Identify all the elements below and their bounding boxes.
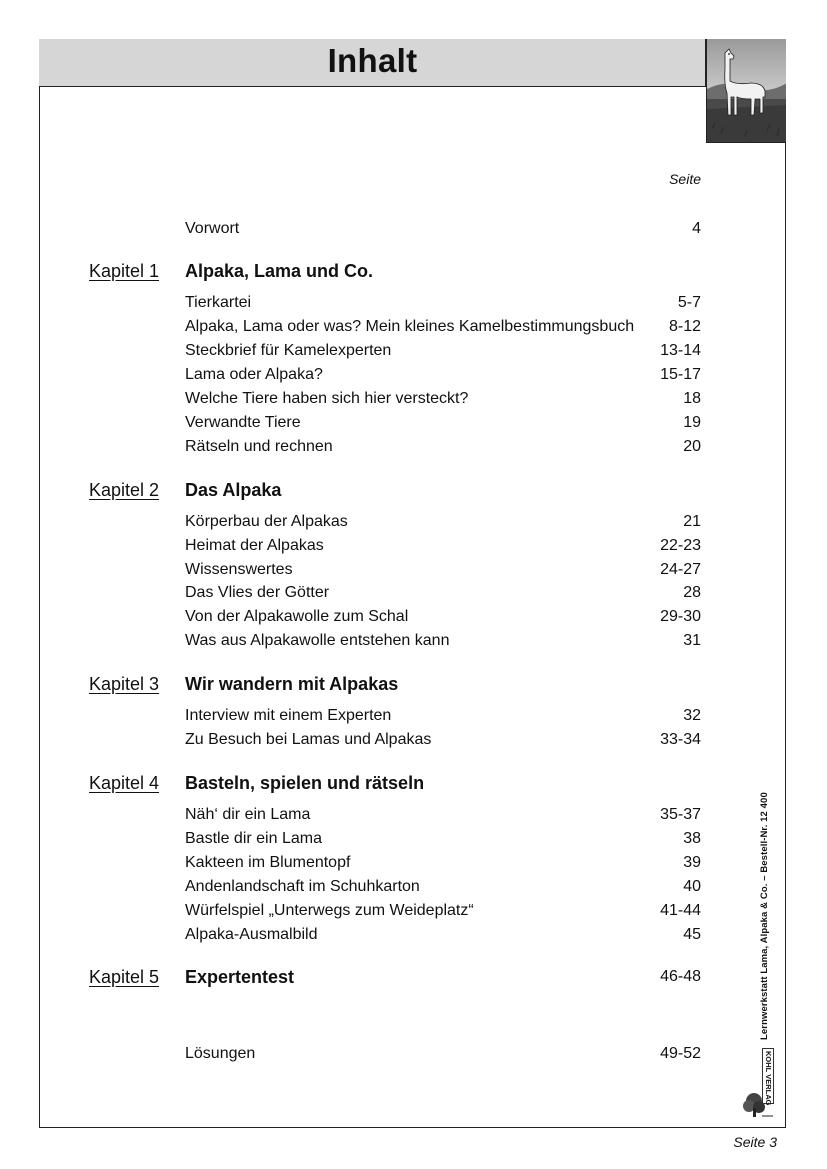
toc-entry-title: Von der Alpakawolle zum Schal — [185, 608, 409, 625]
chapter-title: Expertentest — [185, 967, 295, 987]
toc-entry-title: Zu Besuch bei Lamas und Alpakas — [185, 731, 432, 748]
llama-photo — [706, 39, 786, 143]
toc-entry-page: 29-30 — [660, 608, 701, 625]
toc-entry-page: 33-34 — [660, 731, 701, 748]
chapter-title: Das Alpaka — [185, 480, 282, 500]
toc-entry-title: Würfelspiel „Unterwegs zum Weideplatz“ — [185, 902, 474, 919]
toc-entry-page: 21 — [683, 513, 701, 530]
toc-entry-title: Verwandte Tiere — [185, 414, 301, 431]
page-column-header: Seite — [669, 171, 701, 187]
toc-entry-title: Steckbrief für Kamelexperten — [185, 342, 392, 359]
toc-entry-page: 32 — [683, 707, 701, 724]
toc-entry-page: 41-44 — [660, 902, 701, 919]
toc-entry-page: 38 — [683, 830, 701, 847]
toc-entry-page: 40 — [683, 878, 701, 895]
toc-entry-page: 31 — [683, 632, 701, 649]
publisher-name: KOHL VERLAG — [764, 1051, 773, 1106]
chapter-title: Alpaka, Lama und Co. — [185, 261, 374, 281]
toc-entry-page: 22-23 — [660, 537, 701, 554]
toc-entry-title: Alpaka, Lama oder was? Mein kleines Kamelbestimmungsbuch — [185, 318, 635, 335]
toc-entry-page: 28 — [683, 584, 701, 601]
chapter-label: Kapitel 3 — [89, 674, 160, 694]
footer-page-number: Seite 3 — [733, 1134, 777, 1150]
toc-entry-page: 39 — [683, 854, 701, 871]
toc-entry-page: 20 — [683, 438, 701, 455]
chapter-label: Kapitel 5 — [89, 967, 160, 987]
toc-entry-title: Kakteen im Blumentopf — [185, 854, 351, 871]
page-title: Inhalt — [327, 42, 418, 79]
toc-entry-title: Welche Tiere haben sich hier versteckt? — [185, 390, 469, 407]
chapter-label: Kapitel 1 — [89, 261, 160, 281]
chapter-label: Kapitel 4 — [89, 773, 160, 793]
toc-entry-page: 49-52 — [660, 1045, 701, 1062]
toc-entry-title: Lösungen — [185, 1045, 256, 1062]
chapter-page: 46-48 — [660, 968, 701, 985]
toc-entry-title: Alpaka-Ausmalbild — [185, 926, 318, 943]
toc-entry-title: Heimat der Alpakas — [185, 537, 324, 554]
chapter-title: Basteln, spielen und rätseln — [185, 773, 425, 793]
toc-entry-title: Körperbau der Alpakas — [185, 513, 348, 530]
toc-entry-page: 13-14 — [660, 342, 701, 359]
toc-entry-page: 24-27 — [660, 561, 701, 578]
page-frame — [39, 39, 786, 1128]
tree-logo-icon — [742, 1088, 774, 1118]
side-order-text: Lernwerkstatt Lama, Alpaka & Co. – Bestell-Nr. 12 400 — [759, 792, 770, 1040]
toc-entry-page: 15-17 — [660, 366, 701, 383]
toc-entry-title: Vorwort — [185, 220, 240, 237]
toc-entry-page: 18 — [683, 390, 701, 407]
toc-entry-title: Lama oder Alpaka? — [185, 366, 323, 383]
toc-entry-title: Andenlandschaft im Schuhkarton — [185, 878, 420, 895]
toc-entry-title: Was aus Alpakawolle entstehen kann — [185, 632, 450, 649]
toc-entry-title: Tierkartei — [185, 294, 252, 311]
toc-entry-title: Interview mit einem Experten — [185, 707, 392, 724]
chapter-title: Wir wandern mit Alpakas — [185, 674, 399, 694]
toc-entry-page: 35-37 — [660, 806, 701, 823]
toc-entry-page: 5-7 — [677, 294, 701, 311]
toc-entry-page: 45 — [683, 926, 701, 943]
chapter-label: Kapitel 2 — [89, 480, 160, 500]
toc-entry-page: 19 — [683, 414, 701, 431]
toc-entry-title: Das Vlies der Götter — [185, 584, 330, 601]
toc-entry-title: Bastle dir ein Lama — [185, 830, 322, 847]
toc-entry-title: Näh‘ dir ein Lama — [185, 806, 311, 823]
toc-entry-page: 4 — [692, 220, 701, 237]
toc-entry-title: Wissenswertes — [185, 561, 293, 578]
toc-entry-page: 8-12 — [668, 318, 701, 335]
llama-image-icon — [707, 39, 786, 143]
toc-entry-title: Rätseln und rechnen — [185, 438, 333, 455]
